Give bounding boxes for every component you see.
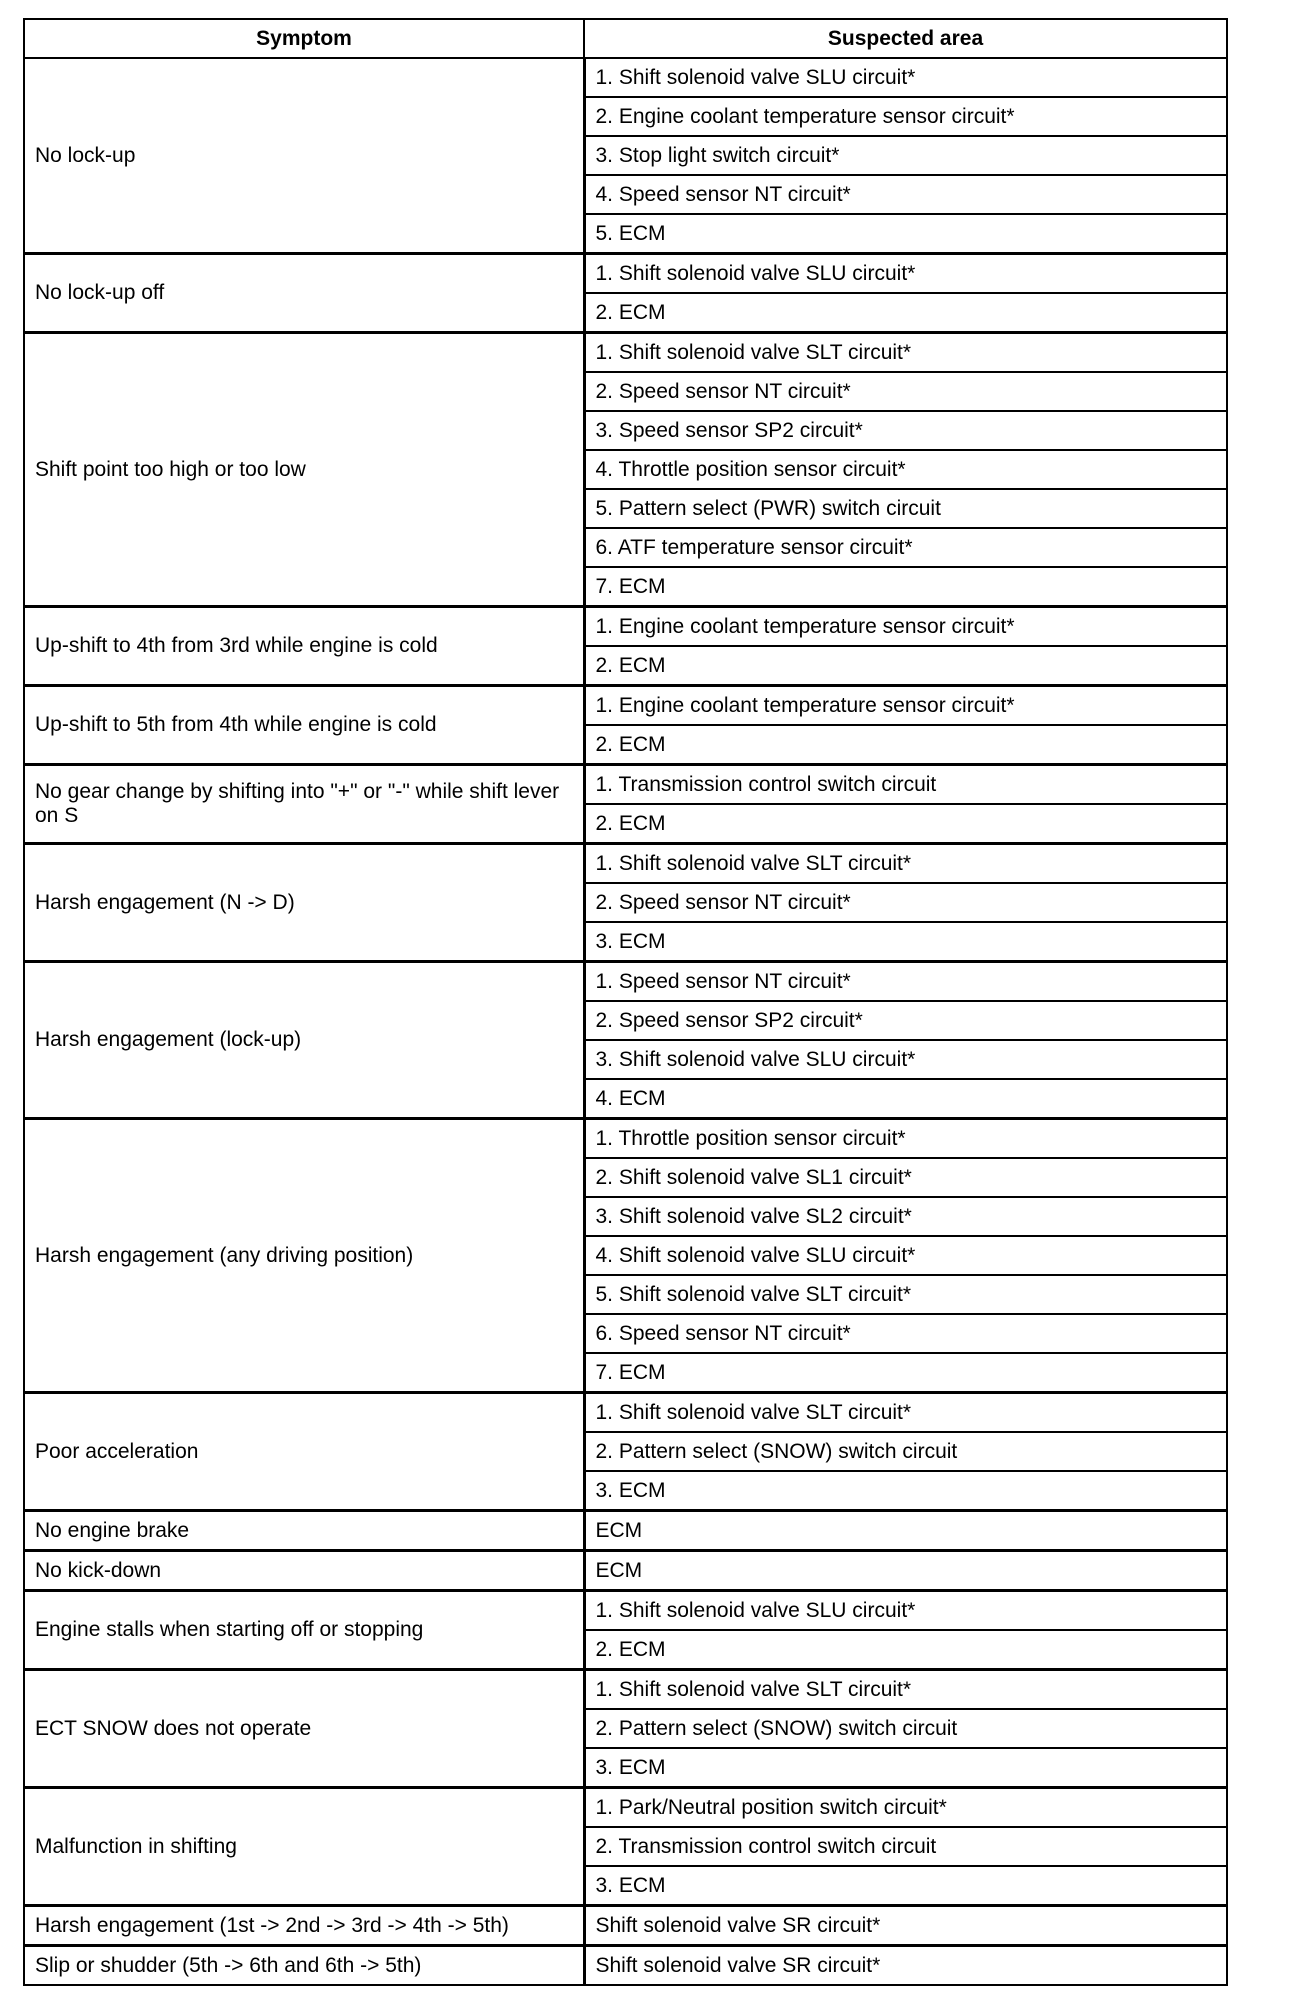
symptom-cell: Harsh engagement (lock-up) (24, 962, 584, 1119)
symptom-cell: Harsh engagement (1st -> 2nd -> 3rd -> 4th -> 5th) (24, 1906, 584, 1946)
suspected-area-cell: 4. Throttle position sensor circuit* (584, 450, 1227, 489)
suspected-area-cell: 1. Engine coolant temperature sensor circuit* (584, 686, 1227, 726)
suspected-area-cell: 1. Park/Neutral position switch circuit* (584, 1788, 1227, 1828)
suspected-area-cell: 2. Pattern select (SNOW) switch circuit (584, 1432, 1227, 1471)
suspected-area-cell: 2. Speed sensor NT circuit* (584, 372, 1227, 411)
suspected-area-cell: 6. Speed sensor NT circuit* (584, 1314, 1227, 1353)
suspected-area-cell: 6. ATF temperature sensor circuit* (584, 528, 1227, 567)
suspected-area-cell: 1. Transmission control switch circuit (584, 765, 1227, 805)
suspected-area-cell: 2. Speed sensor SP2 circuit* (584, 1001, 1227, 1040)
suspected-area-cell: 3. Shift solenoid valve SLU circuit* (584, 1040, 1227, 1079)
table-row (24, 686, 1227, 726)
symptom-cell: No lock-up off (24, 254, 584, 333)
suspected-area-cell: 1. Shift solenoid valve SLT circuit* (584, 1393, 1227, 1433)
symptom-cell: No gear change by shifting into "+" or "-" while shift lever on S (24, 765, 584, 844)
suspected-area-cell: 2. Pattern select (SNOW) switch circuit (584, 1709, 1227, 1748)
symptom-cell: Harsh engagement (any driving position) (24, 1119, 584, 1393)
suspected-area-cell: 5. Shift solenoid valve SLT circuit* (584, 1275, 1227, 1314)
suspected-area-cell: 1. Throttle position sensor circuit* (584, 1119, 1227, 1159)
table-row (24, 333, 1227, 373)
table-body (24, 58, 1227, 1985)
table-row (24, 1119, 1227, 1159)
suspected-area-cell: 7. ECM (584, 567, 1227, 607)
suspected-area-cell: 3. Speed sensor SP2 circuit* (584, 411, 1227, 450)
suspected-area-cell: 1. Speed sensor NT circuit* (584, 962, 1227, 1002)
suspected-area-cell: 3. Stop light switch circuit* (584, 136, 1227, 175)
suspected-area-cell: 1. Shift solenoid valve SLT circuit* (584, 1670, 1227, 1710)
table-row (24, 765, 1227, 805)
suspected-area-cell: 1. Engine coolant temperature sensor circuit* (584, 607, 1227, 647)
suspected-area-cell: ECM (584, 1551, 1227, 1591)
suspected-area-cell: 3. ECM (584, 1748, 1227, 1788)
symptom-cell: ECT SNOW does not operate (24, 1670, 584, 1788)
suspected-area-cell: 3. ECM (584, 922, 1227, 962)
table-row (24, 1393, 1227, 1433)
suspected-area-cell: 4. Shift solenoid valve SLU circuit* (584, 1236, 1227, 1275)
suspected-area-cell: 5. Pattern select (PWR) switch circuit (584, 489, 1227, 528)
symptom-cell: No kick-down (24, 1551, 584, 1591)
suspected-area-cell: 2. ECM (584, 293, 1227, 333)
symptom-cell: Up-shift to 5th from 4th while engine is cold (24, 686, 584, 765)
suspected-area-header: Suspected area (584, 19, 1227, 58)
suspected-area-cell: 1. Shift solenoid valve SLT circuit* (584, 333, 1227, 373)
table-row (24, 607, 1227, 647)
suspected-area-cell: 2. Speed sensor NT circuit* (584, 883, 1227, 922)
table-row (24, 1670, 1227, 1710)
symptom-cell: Harsh engagement (N -> D) (24, 844, 584, 962)
suspected-area-cell: 2. ECM (584, 725, 1227, 765)
suspected-area-cell: 7. ECM (584, 1353, 1227, 1393)
symptom-table (23, 18, 1228, 1986)
suspected-area-cell: 5. ECM (584, 214, 1227, 254)
suspected-area-cell: 2. ECM (584, 1630, 1227, 1670)
symptom-cell: Slip or shudder (5th -> 6th and 6th -> 5th) (24, 1946, 584, 1986)
symptom-cell: Shift point too high or too low (24, 333, 584, 607)
suspected-area-cell: 3. Shift solenoid valve SL2 circuit* (584, 1197, 1227, 1236)
suspected-area-cell: ECM (584, 1511, 1227, 1551)
table-row (24, 962, 1227, 1002)
suspected-area-cell: 1. Shift solenoid valve SLT circuit* (584, 844, 1227, 884)
suspected-area-cell: 2. Transmission control switch circuit (584, 1827, 1227, 1866)
suspected-area-cell: 2. ECM (584, 646, 1227, 686)
symptom-cell: Poor acceleration (24, 1393, 584, 1511)
suspected-area-cell: 4. Speed sensor NT circuit* (584, 175, 1227, 214)
table-row (24, 58, 1227, 97)
table-row (24, 1551, 1227, 1591)
suspected-area-cell: Shift solenoid valve SR circuit* (584, 1946, 1227, 1986)
symptom-cell: No lock-up (24, 58, 584, 254)
symptom-cell: Up-shift to 4th from 3rd while engine is cold (24, 607, 584, 686)
suspected-area-cell: Shift solenoid valve SR circuit* (584, 1906, 1227, 1946)
table-row (24, 1788, 1227, 1828)
symptom-header: Symptom (24, 19, 584, 58)
table-row (24, 1906, 1227, 1946)
symptom-cell: Engine stalls when starting off or stopping (24, 1591, 584, 1670)
suspected-area-cell: 2. Engine coolant temperature sensor circuit* (584, 97, 1227, 136)
table-row (24, 1591, 1227, 1631)
symptom-cell: Malfunction in shifting (24, 1788, 584, 1906)
symptom-cell: No engine brake (24, 1511, 584, 1551)
suspected-area-cell: 1. Shift solenoid valve SLU circuit* (584, 1591, 1227, 1631)
suspected-area-cell: 2. Shift solenoid valve SL1 circuit* (584, 1158, 1227, 1197)
suspected-area-cell: 1. Shift solenoid valve SLU circuit* (584, 254, 1227, 294)
suspected-area-cell: 1. Shift solenoid valve SLU circuit* (584, 58, 1227, 97)
suspected-area-cell: 4. ECM (584, 1079, 1227, 1119)
table-row (24, 1511, 1227, 1551)
suspected-area-cell: 3. ECM (584, 1471, 1227, 1511)
suspected-area-cell: 3. ECM (584, 1866, 1227, 1906)
table-row (24, 844, 1227, 884)
header-row (24, 19, 1227, 58)
table-row (24, 1946, 1227, 1986)
suspected-area-cell: 2. ECM (584, 804, 1227, 844)
table-row (24, 254, 1227, 294)
